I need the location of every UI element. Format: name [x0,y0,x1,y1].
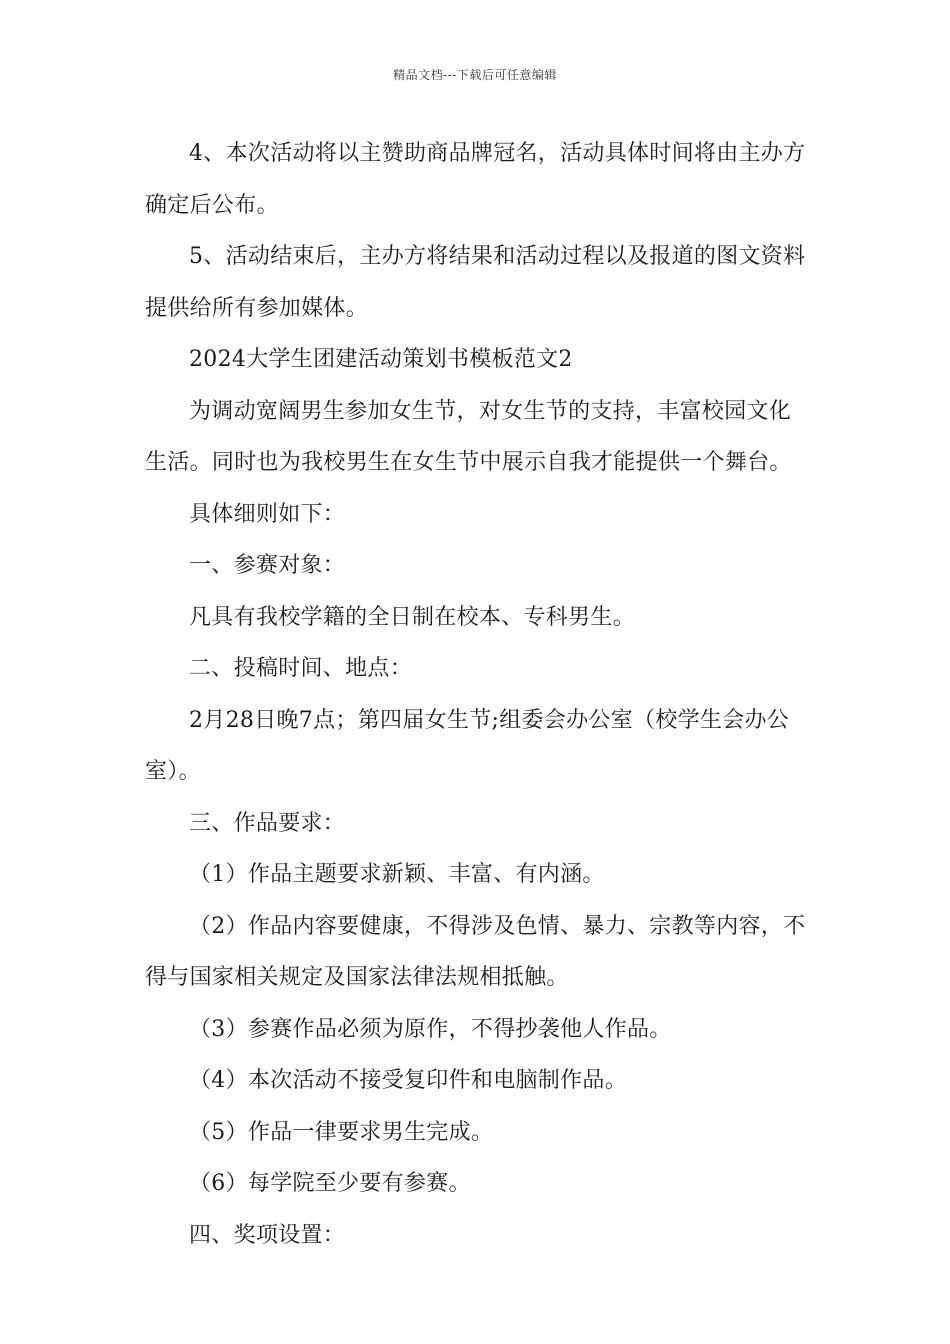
paragraph: 凡具有我校学籍的全日制在校本、专科男生。 [189,604,636,630]
paragraph: 4、本次活动将以主赞助商品牌冠名，活动具体时间将由主办方确定后公布。 [145,141,806,218]
list-item: （5）作品一律要求男生完成。 [189,1119,494,1145]
list-item: （6）每学院至少要有参赛。 [189,1171,471,1196]
section-heading: 二、投稿时间、地点： [189,656,413,681]
paragraph: 具体细则如下： [189,501,346,527]
section-heading: 三、作品要求： [189,810,346,836]
paragraph: 2月28日晚7点；第四届女生节;组委会办公室（校学生会办公室）。 [145,707,790,784]
page-header: 精品文档---下载后可任意编辑 [393,68,557,82]
list-item: （1）作品主题要求新颖、丰富、有内涵。 [189,862,605,887]
list-item: （2）作品内容要健康，不得涉及色情、暴力、宗教等内容，不得与国家相关规定及国家法律法规相抵触。 [145,913,806,990]
section-heading: 四、奖项设置： [189,1222,346,1248]
paragraph: 5、活动结束后，主办方将结果和活动过程以及报道的图文资料提供给所有参加媒体。 [145,244,806,321]
list-item: （4）本次活动不接受复印件和电脑制作品。 [189,1068,627,1093]
section-heading: 一、参赛对象： [189,553,346,578]
list-item: （3）参赛作品必须为原作，不得抄袭他人作品。 [189,1016,672,1042]
paragraph: 为调动宽阔男生参加女生节，对女生节的支持，丰富校园文化生活。同时也为我校男生在女生节中展示自我才能提供一个舞台。 [145,398,792,475]
document-body [145,128,807,1261]
section-title: 2024大学生团建活动策划书模板范文2 [189,347,573,372]
